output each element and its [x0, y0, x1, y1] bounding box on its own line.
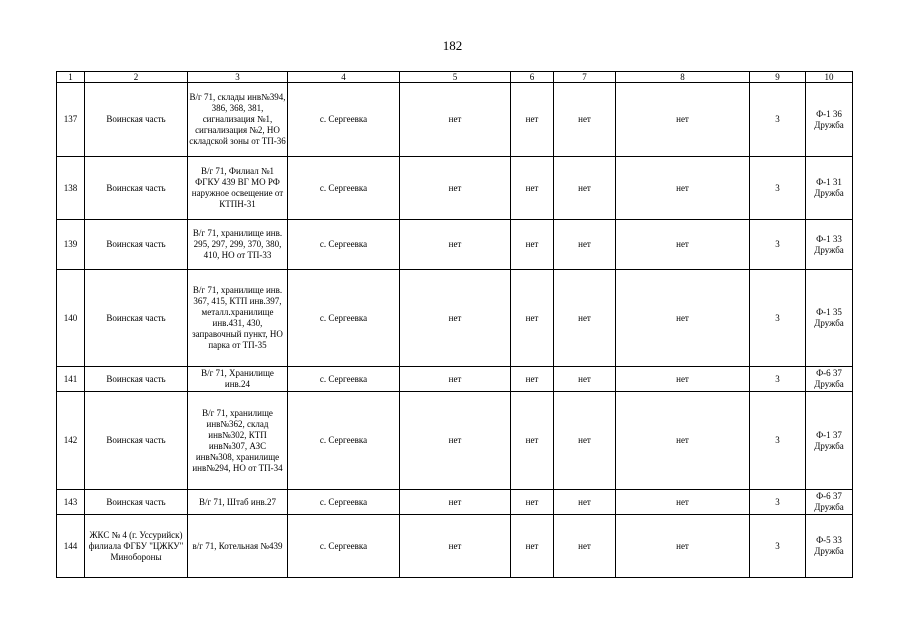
feeder-cell: Ф-1 37 Дружба: [806, 392, 853, 490]
cell-col8: нет: [616, 220, 750, 270]
owner-cell: Воинская часть: [85, 392, 188, 490]
object-cell: В/г 71, Хранилище инв.24: [188, 367, 288, 392]
cell-col6: нет: [511, 392, 554, 490]
cell-col5: нет: [400, 490, 511, 515]
cell-col9: 3: [750, 392, 806, 490]
cell-col9: 3: [750, 515, 806, 578]
column-header: 9: [750, 72, 806, 83]
cell-col5: нет: [400, 392, 511, 490]
location-cell: с. Сергеевка: [288, 220, 400, 270]
owner-cell: Воинская часть: [85, 490, 188, 515]
cell-col9: 3: [750, 270, 806, 367]
object-cell: В/г 71, Филиал №1 ФГКУ 439 ВГ МО РФ наружное освещение от КТПН-31: [188, 157, 288, 220]
cell-col5: нет: [400, 83, 511, 157]
row-number-cell: 144: [57, 515, 85, 578]
column-header: 3: [188, 72, 288, 83]
object-cell: В/г 71, хранилище инв. 367, 415, КТП инв.397, металл.хранилище инв.431, 430, заправочный пункт, НО парка от ТП-35: [188, 270, 288, 367]
cell-col9: 3: [750, 490, 806, 515]
cell-col7: нет: [554, 270, 616, 367]
owner-cell: Воинская часть: [85, 220, 188, 270]
cell-col9: 3: [750, 220, 806, 270]
feeder-cell: Ф-1 33 Дружба: [806, 220, 853, 270]
cell-col6: нет: [511, 157, 554, 220]
cell-col6: нет: [511, 83, 554, 157]
column-header: 7: [554, 72, 616, 83]
owner-cell: Воинская часть: [85, 270, 188, 367]
row-number-cell: 140: [57, 270, 85, 367]
location-cell: с. Сергеевка: [288, 392, 400, 490]
cell-col8: нет: [616, 367, 750, 392]
cell-col6: нет: [511, 367, 554, 392]
cell-col7: нет: [554, 515, 616, 578]
cell-col6: нет: [511, 515, 554, 578]
column-header: 2: [85, 72, 188, 83]
cell-col8: нет: [616, 270, 750, 367]
feeder-cell: Ф-6 37 Дружба: [806, 490, 853, 515]
feeder-cell: Ф-6 37 Дружба: [806, 367, 853, 392]
column-header: 8: [616, 72, 750, 83]
table-row: [57, 270, 853, 367]
column-header: 4: [288, 72, 400, 83]
location-cell: с. Сергеевка: [288, 157, 400, 220]
row-number-cell: 137: [57, 83, 85, 157]
table-row: [57, 83, 853, 157]
cell-col8: нет: [616, 157, 750, 220]
object-cell: В/г 71, склады инв№394, 386, 368, 381, сигнализация №1, сигнализация №2, НО складской зоны от ТП-36: [188, 83, 288, 157]
data-table: [56, 71, 853, 578]
cell-col8: нет: [616, 392, 750, 490]
location-cell: с. Сергеевка: [288, 367, 400, 392]
column-header: 6: [511, 72, 554, 83]
row-number-cell: 141: [57, 367, 85, 392]
cell-col7: нет: [554, 490, 616, 515]
cell-col9: 3: [750, 83, 806, 157]
page-number: 182: [442, 38, 463, 53]
cell-col8: нет: [616, 515, 750, 578]
cell-col5: нет: [400, 515, 511, 578]
cell-col5: нет: [400, 220, 511, 270]
column-header: 5: [400, 72, 511, 83]
table-row: [57, 515, 853, 578]
table-row: [57, 157, 853, 220]
cell-col9: 3: [750, 157, 806, 220]
cell-col6: нет: [511, 490, 554, 515]
cell-col5: нет: [400, 270, 511, 367]
owner-cell: Воинская часть: [85, 367, 188, 392]
location-cell: с. Сергеевка: [288, 83, 400, 157]
table-row: [57, 367, 853, 392]
object-cell: в/г 71, Котельная №439: [188, 515, 288, 578]
owner-cell: Воинская часть: [85, 83, 188, 157]
table-row: [57, 490, 853, 515]
row-number-cell: 138: [57, 157, 85, 220]
column-header: 10: [806, 72, 853, 83]
cell-col7: нет: [554, 83, 616, 157]
cell-col7: нет: [554, 367, 616, 392]
cell-col8: нет: [616, 490, 750, 515]
location-cell: с. Сергеевка: [288, 515, 400, 578]
object-cell: В/г 71, Штаб инв.27: [188, 490, 288, 515]
object-cell: В/г 71, хранилище инв№362, склад инв№302, КТП инв№307, АЗС инв№308, хранилище инв№294, НО от ТП-34: [188, 392, 288, 490]
row-number-cell: 142: [57, 392, 85, 490]
cell-col7: нет: [554, 157, 616, 220]
cell-col8: нет: [616, 83, 750, 157]
cell-col7: нет: [554, 392, 616, 490]
row-number-cell: 143: [57, 490, 85, 515]
cell-col6: нет: [511, 220, 554, 270]
cell-col5: нет: [400, 367, 511, 392]
cell-col7: нет: [554, 220, 616, 270]
header-row: [57, 72, 853, 83]
table-row: [57, 392, 853, 490]
owner-cell: Воинская часть: [85, 157, 188, 220]
cell-col5: нет: [400, 157, 511, 220]
table-row: [57, 220, 853, 270]
column-header: 1: [57, 72, 85, 83]
object-cell: В/г 71, хранилище инв. 295, 297, 299, 370, 380, 410, НО от ТП-33: [188, 220, 288, 270]
cell-col9: 3: [750, 367, 806, 392]
cell-col6: нет: [511, 270, 554, 367]
owner-cell: ЖКС № 4 (г. Уссурийск) филиала ФГБУ "ЦЖКУ" Минобороны: [85, 515, 188, 578]
row-number-cell: 139: [57, 220, 85, 270]
feeder-cell: Ф-1 35 Дружба: [806, 270, 853, 367]
feeder-cell: Ф-5 33 Дружба: [806, 515, 853, 578]
feeder-cell: Ф-1 36 Дружба: [806, 83, 853, 157]
location-cell: с. Сергеевка: [288, 270, 400, 367]
feeder-cell: Ф-1 31 Дружба: [806, 157, 853, 220]
location-cell: с. Сергеевка: [288, 490, 400, 515]
